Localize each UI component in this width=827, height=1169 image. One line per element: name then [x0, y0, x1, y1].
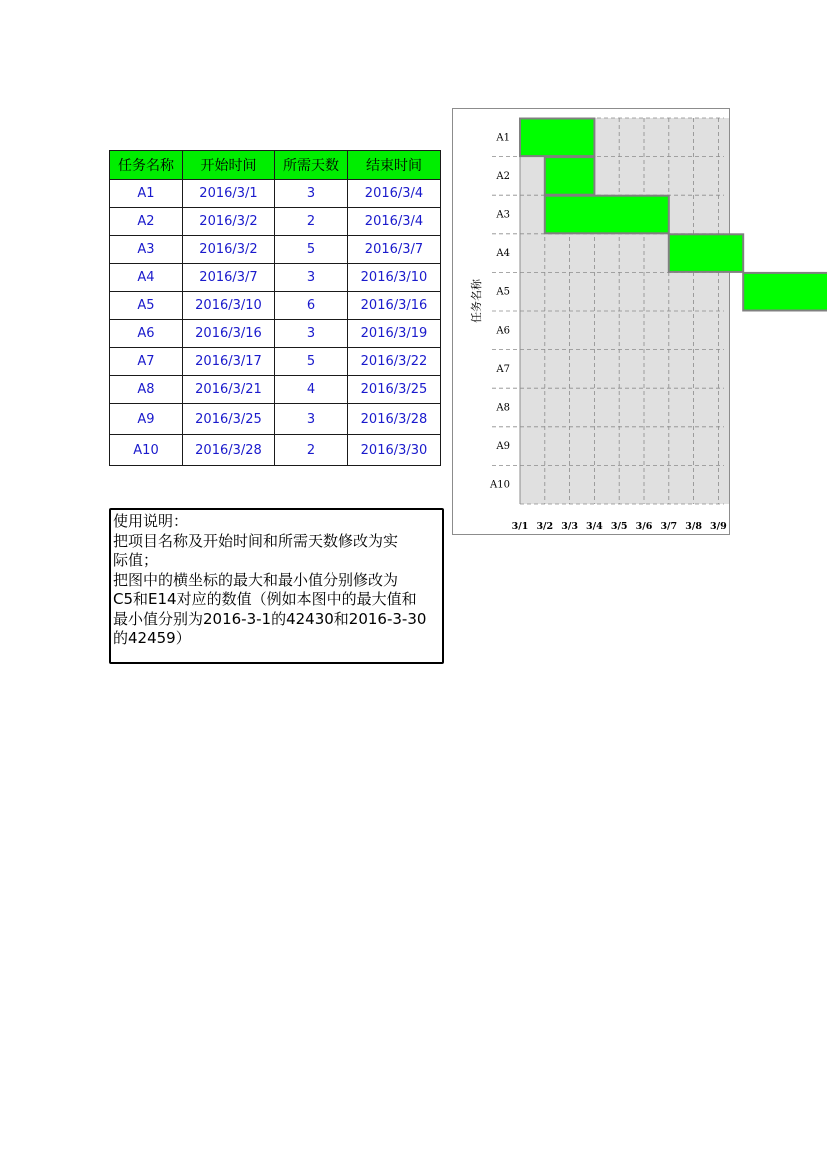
header-start-time: 开始时间 [183, 151, 275, 180]
instructions-line: 的42459） [113, 629, 191, 647]
cell-task-name: A7 [110, 348, 183, 376]
y-tick-label: A10 [490, 479, 510, 491]
cell-task-name: A4 [110, 264, 183, 292]
y-tick-label: A2 [496, 170, 510, 182]
cell-end-time: 2016/3/22 [348, 348, 441, 376]
header-end-time: 结束时间 [348, 151, 441, 180]
cell-end-time: 2016/3/7 [348, 236, 441, 264]
cell-start-time: 2016/3/2 [183, 208, 275, 236]
header-task-name: 任务名称 [110, 151, 183, 180]
cell-task-name: A3 [110, 236, 183, 264]
table-row [110, 348, 441, 376]
cell-end-time: 2016/3/4 [348, 180, 441, 208]
gantt-bar [520, 119, 594, 157]
cell-end-time: 2016/3/16 [348, 292, 441, 320]
y-tick-label: A3 [496, 209, 510, 221]
table-header-row [110, 151, 441, 180]
x-tick-label: 3/6 [635, 521, 653, 532]
instructions-line: 最小值分别为2016-3-1的42430和2016-3-30 [113, 609, 427, 628]
task-table [109, 150, 441, 466]
cell-task-name: A8 [110, 376, 183, 404]
x-tick-label: 3/7 [660, 521, 678, 532]
cell-start-time: 2016/3/1 [183, 180, 275, 208]
cell-task-name: A10 [110, 435, 183, 466]
cell-duration: 3 [275, 320, 348, 348]
table-row [110, 236, 441, 264]
header-duration: 所需天数 [275, 151, 348, 180]
x-tick-label: 3/3 [561, 521, 578, 532]
cell-duration: 3 [275, 180, 348, 208]
cell-duration: 5 [275, 348, 348, 376]
cell-start-time: 2016/3/28 [183, 435, 275, 466]
gantt-chart [452, 108, 727, 535]
x-tick-label: 3/4 [586, 521, 603, 532]
cell-end-time: 2016/3/30 [348, 435, 441, 466]
table-row [110, 320, 441, 348]
cell-end-time: 2016/3/4 [348, 208, 441, 236]
y-tick-label: A7 [496, 363, 510, 375]
table-row [110, 208, 441, 236]
instructions-line: 际值； [113, 551, 159, 569]
gantt-bar [743, 273, 827, 311]
gantt-bar [545, 157, 595, 195]
cell-start-time: 2016/3/10 [183, 292, 275, 320]
cell-start-time: 2016/3/16 [183, 320, 275, 348]
cell-end-time: 2016/3/10 [348, 264, 441, 292]
cell-duration: 4 [275, 376, 348, 404]
cell-task-name: A6 [110, 320, 183, 348]
y-tick-label: A6 [496, 325, 510, 337]
table-row [110, 292, 441, 320]
instructions-box [109, 508, 444, 664]
cell-end-time: 2016/3/28 [348, 404, 441, 435]
gantt-bar [669, 234, 743, 272]
cell-duration: 5 [275, 236, 348, 264]
cell-end-time: 2016/3/19 [348, 320, 441, 348]
cell-duration: 3 [275, 404, 348, 435]
cell-duration: 2 [275, 435, 348, 466]
gantt-svg [452, 108, 727, 535]
x-tick-label: 3/1 [511, 521, 529, 532]
table-row [110, 180, 441, 208]
instructions-line: 把图中的横坐标的最大和最小值分别修改为 [113, 570, 399, 589]
cell-task-name: A9 [110, 404, 183, 435]
table-row [110, 435, 441, 466]
y-axis-title: 任务名称 [470, 279, 483, 323]
x-tick-label: 3/5 [610, 521, 628, 532]
y-tick-label: A4 [496, 248, 510, 260]
cell-duration: 2 [275, 208, 348, 236]
cell-task-name: A2 [110, 208, 183, 236]
y-tick-label: A8 [496, 402, 510, 414]
cell-task-name: A5 [110, 292, 183, 320]
instructions-line: 使用说明： [113, 512, 189, 530]
cell-start-time: 2016/3/25 [183, 404, 275, 435]
cell-start-time: 2016/3/2 [183, 236, 275, 264]
instructions-line: C5和E14对应的数值（例如本图中的最大值和 [113, 590, 417, 608]
cell-duration: 6 [275, 292, 348, 320]
cell-duration: 3 [275, 264, 348, 292]
x-tick-label: 3/2 [536, 521, 554, 532]
cell-start-time: 2016/3/7 [183, 264, 275, 292]
x-tick-label: 3/8 [685, 521, 702, 532]
table-row [110, 404, 441, 435]
table-row [110, 264, 441, 292]
gantt-bar [545, 196, 669, 234]
y-tick-label: A1 [496, 132, 510, 144]
y-tick-label: A9 [496, 441, 510, 453]
cell-start-time: 2016/3/17 [183, 348, 275, 376]
cell-task-name: A1 [110, 180, 183, 208]
cell-end-time: 2016/3/25 [348, 376, 441, 404]
cell-start-time: 2016/3/21 [183, 376, 275, 404]
y-tick-label: A5 [496, 286, 510, 298]
table-row [110, 376, 441, 404]
instructions-line: 把项目名称及开始时间和所需天数修改为实 [113, 531, 399, 550]
x-tick-label: 3/9 [710, 521, 727, 532]
